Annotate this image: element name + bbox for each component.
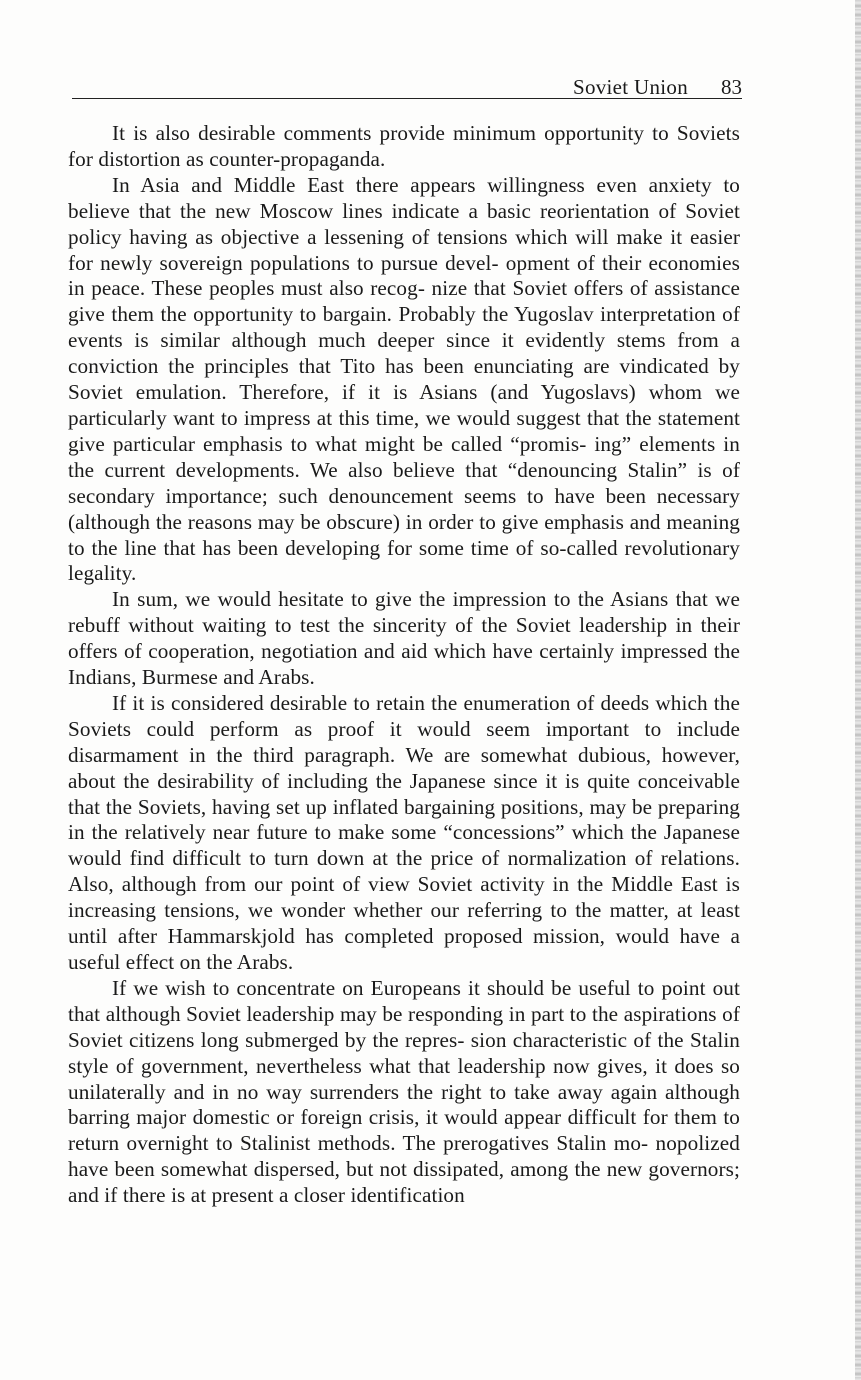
paragraph-2: In Asia and Middle East there appears willingness even anxiety to believe that the new Moscow lines indicate a basic reorientation of Soviet policy having as objective a lessening of tensions which will make it easier for newly sovereign populations to pursue devel- opment of their economies in peace. These peoples must also recog- nize that Soviet offers of assistance give them the opportunity to bargain. Probably the Yugoslav interpretation of events is similar although much deeper since it evidently stems from a conviction the principles that Tito has been enunciating are vindicated by Soviet emulation. Therefore, if it is Asians (and Yugoslavs) whom we particularly want to impress at this time, we would suggest that the statement give particular emphasis to what might be called “promis- ing” elements in the current developments. We also believe that “denouncing Stalin” is of secondary importance; such denouncement seems to have been necessary (although the reasons may be obscure) in order to give emphasis and meaning to the line that has been developing for some time of so-called revolutionary legality. — [68, 172, 740, 586]
paragraph-5: If we wish to concentrate on Europeans it should be useful to point out that although Soviet leadership may be responding in part to the aspirations of Soviet citizens long submerged by the repres- sion characteristic of the Stalin style of government, nevertheless what that leadership now gives, it does so unilaterally and in no way surrenders the right to take away again although barring major domestic or foreign crisis, it would appear difficult for them to return overnight to Stalinist methods. The prerogatives Stalin mo- nopolized have been somewhat dispersed, but not dissipated, among the new governors; and if there is at present a closer identification — [68, 975, 740, 1208]
paragraph-4: If it is considered desirable to retain the enumeration of deeds which the Soviets could perform as proof it would seem important to include disarmament in the third paragraph. We are somewhat dubious, however, about the desirability of including the Japanese since it is quite conceivable that the Soviets, having set up inflated bargaining positions, may be preparing in the relatively near future to make some “concessions” which the Japanese would find difficult to turn down at the price of normalization of relations. Also, although from our point of view Soviet activity in the Middle East is increasing tensions, we wonder whether our referring to the matter, at least until after Hammarskjold has completed proposed mission, would have a useful effect on the Arabs. — [68, 690, 740, 974]
page-edge — [855, 0, 861, 1380]
page-number: 83 — [721, 75, 742, 99]
body-text — [68, 121, 740, 1209]
running-title: Soviet Union — [572, 75, 688, 99]
paragraph-1: It is also desirable comments provide minimum opportunity to Soviets for distortion as counter-propaganda. — [68, 121, 740, 171]
running-header — [72, 76, 742, 99]
paragraph-3: In sum, we would hesitate to give the impression to the Asians that we rebuff without waiting to test the sincerity of the Soviet leadership in their offers of cooperation, negotiation and aid which have certainly impressed the Indians, Burmese and Arabs. — [68, 587, 740, 690]
